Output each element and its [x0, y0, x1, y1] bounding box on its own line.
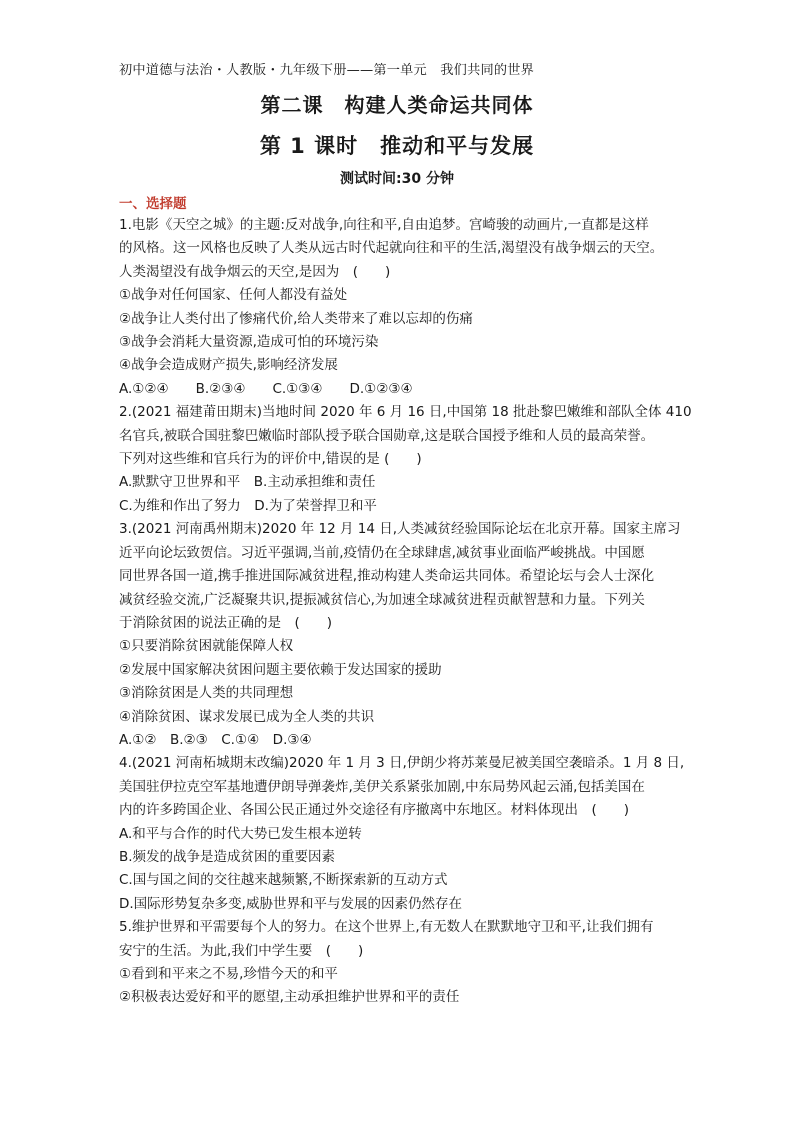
text-line: A.和平与合作的时代大势已发生根本逆转 — [119, 825, 362, 842]
text-line: 3.(2021 河南禹州期末)2020 年 12 月 14 日,人类减贫经验国际论坛在北京开幕。国家主席习 — [119, 521, 681, 538]
text-line: 2.(2021 福建莆田期末)当地时间 2020 年 6 月 16 日,中国第 18 批赴黎巴嫩维和部队全体 410 — [119, 404, 692, 421]
text-line: ②发展中国家解决贫困问题主要依赖于发达国家的援助 — [119, 661, 442, 678]
text-line: ③战争会消耗大量资源,造成可怕的环境污染 — [119, 334, 379, 351]
text-line: ④消除贫困、谋求发展已成为全人类的共识 — [119, 708, 375, 725]
text-line: ②积极表达爱好和平的愿望,主动承担维护世界和平的责任 — [119, 989, 460, 1006]
text-line: 安宁的生活。为此,我们中学生要 ( ) — [119, 942, 364, 959]
section-title: 一、选择题 — [119, 196, 187, 212]
question-body — [119, 214, 692, 1010]
text-line: C.为维和作出了努力 D.为了荣誉捍卫和平 — [119, 497, 377, 514]
text-line: 同世界各国一道,携手推进国际减贫进程,推动构建人类命运共同体。希望论坛与会人士深化 — [119, 568, 655, 585]
text-line: ③消除贫困是人类的共同理想 — [119, 685, 294, 702]
text-line: A.①② B.②③ C.①④ D.③④ — [119, 731, 312, 748]
text-line: 近平向论坛致贺信。习近平强调,当前,疫情仍在全球肆虐,减贫事业面临严峻挑战。中国愿 — [119, 544, 645, 561]
text-line: ①战争对任何国家、任何人都没有益处 — [119, 287, 348, 304]
text-line: B.频发的战争是造成贫困的重要因素 — [119, 848, 336, 865]
text-line: 人类渴望没有战争烟云的天空,是因为 ( ) — [119, 263, 391, 280]
text-line: ④战争会造成财产损失,影响经济发展 — [119, 357, 338, 374]
text-line: ②战争让人类付出了惨痛代价,给人类带来了难以忘却的伤痛 — [119, 310, 473, 327]
text-line: C.国与国之间的交往越来越频繁,不断探索新的互动方式 — [119, 872, 448, 889]
test-time: 测试时间:30 分钟 — [340, 171, 454, 187]
text-line: 下列对这些维和官兵行为的评价中,错误的是 ( ) — [119, 451, 422, 468]
text-line: D.国际形势复杂多变,威胁世界和平与发展的因素仍然存在 — [119, 895, 462, 912]
text-line: 于消除贫困的说法正确的是 ( ) — [119, 614, 333, 631]
lesson-title: 第二课 构建人类命运共同体 — [260, 93, 534, 117]
text-line: ①看到和平来之不易,珍惜今天的和平 — [119, 966, 338, 982]
text-line: ①只要消除贫困就能保障人权 — [119, 638, 294, 655]
text-line: 减贫经验交流,广泛凝聚共识,提振减贫信心,为加速全球减贫进程贡献智慧和力量。下列关 — [119, 591, 645, 608]
text-line: 美国驻伊拉克空军基地遭伊朗导弹袭炸,美伊关系紧张加剧,中东局势风起云涌,包括美国在 — [119, 778, 645, 795]
text-line: A.①②④ B.②③④ C.①③④ D.①②③④ — [119, 380, 413, 397]
text-line: 5.维护世界和平需要每个人的努力。在这个世界上,有无数人在默默地守卫和平,让我们拥有 — [119, 919, 654, 936]
text-line: 4.(2021 河南柘城期末改编)2020 年 1 月 3 日,伊朗少将苏莱曼尼被美国空袭暗杀。1 月 8 日, — [119, 755, 685, 772]
course-header: 初中道德与法治・人教版・九年级下册——第一单元 我们共同的世界 — [119, 63, 535, 78]
text-line: 名官兵,被联合国驻黎巴嫩临时部队授予联合国勋章,这是联合国授予维和人员的最高荣誉。 — [119, 427, 655, 444]
text-line: 内的许多跨国企业、各国公民正通过外交途径有序撤离中东地区。材料体现出 ( ) — [119, 802, 630, 819]
text-line: 1.电影《天空之城》的主题:反对战争,向往和平,自由追梦。宫崎骏的动画片,一直都是这样 — [119, 217, 649, 233]
period-title: 第 1 课时 推动和平与发展 — [259, 134, 535, 158]
text-line: 的风格。这一风格也反映了人类从远古时代起就向往和平的生活,渴望没有战争烟云的天空。 — [119, 240, 664, 257]
text-line: A.默默守卫世界和平 B.主动承担维和责任 — [119, 474, 376, 491]
